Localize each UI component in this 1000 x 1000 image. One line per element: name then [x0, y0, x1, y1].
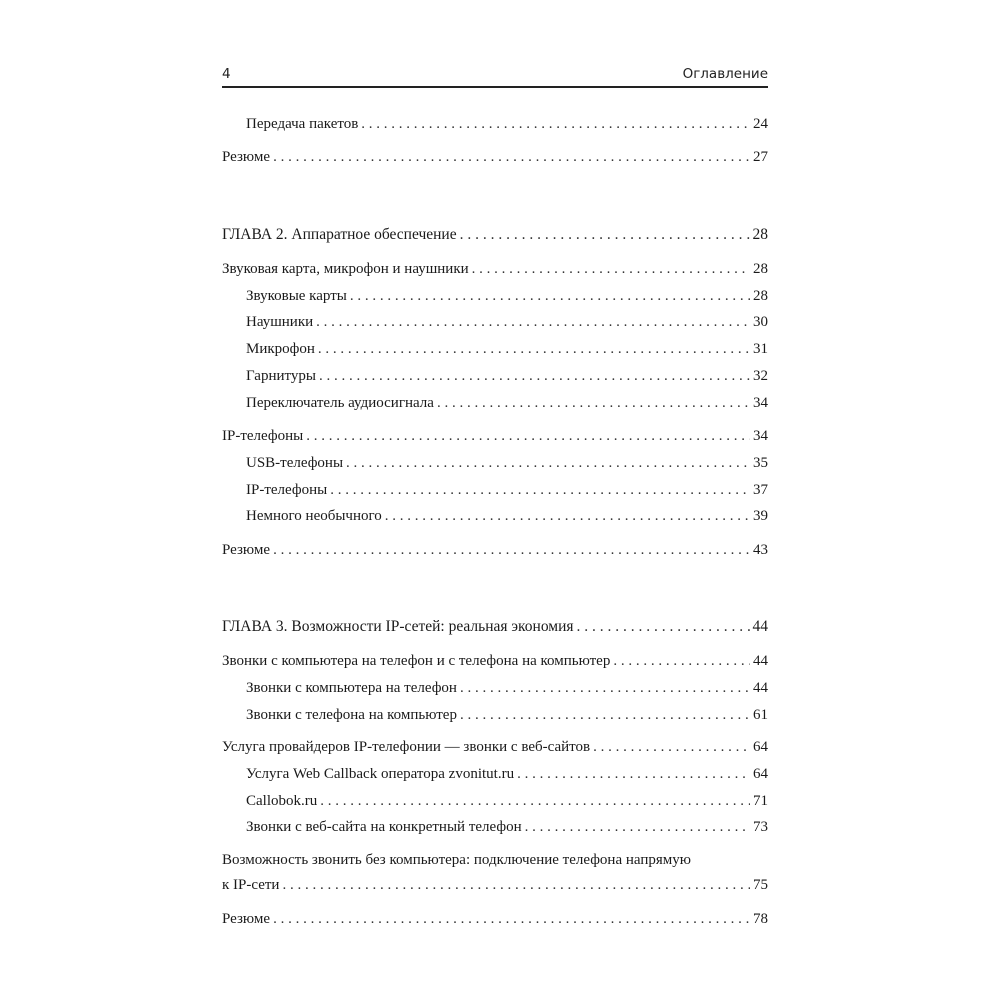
- toc-entry-label-line1[interactable]: Возможность звонить без компьютера: подключение телефона напрямую: [222, 852, 691, 868]
- toc-chapter-entry[interactable]: [222, 617, 768, 637]
- toc-entry[interactable]: [246, 114, 768, 134]
- toc-entry-label: ГЛАВА 2. Аппаратное обеспечение: [222, 226, 457, 243]
- dot-leader: [316, 312, 750, 332]
- toc-entry-page: 43: [753, 542, 768, 558]
- toc-entry[interactable]: [222, 147, 768, 167]
- toc-entry-label: ГЛАВА 3. Возможности IP-сетей: реальная экономия: [222, 618, 574, 635]
- dot-leader: [318, 339, 750, 359]
- dot-leader: [273, 147, 750, 167]
- toc-entry-page: 28: [753, 261, 768, 277]
- toc-entry[interactable]: [222, 651, 768, 671]
- toc-entry-label: IP-телефоны: [222, 428, 304, 444]
- running-header: [222, 64, 768, 86]
- toc-entry-page: 75: [753, 877, 768, 893]
- dot-leader: [517, 764, 750, 784]
- dot-leader: [306, 426, 750, 446]
- toc-entry-label: Callobok.ru: [246, 793, 318, 809]
- toc-entry-page: 34: [753, 428, 768, 444]
- toc-entry[interactable]: [246, 312, 768, 332]
- toc-entry-label: Звонки с компьютера на телефон и с телефона на компьютер: [222, 653, 611, 669]
- toc-entry-label: Резюме: [222, 911, 271, 927]
- toc-entry-page: 32: [753, 368, 768, 384]
- toc-entry[interactable]: [246, 791, 768, 811]
- dot-leader: [525, 817, 750, 837]
- toc-entry-label: Звуковые карты: [246, 288, 347, 304]
- dot-leader: [350, 286, 750, 306]
- toc-entry-label: Передача пакетов: [246, 116, 359, 132]
- dot-leader: [273, 909, 750, 929]
- toc-entry-page: 71: [753, 793, 768, 809]
- dot-leader: [460, 678, 750, 698]
- dot-leader: [330, 480, 750, 500]
- toc-entry-page: 37: [753, 482, 768, 498]
- dot-leader: [273, 540, 750, 560]
- dot-leader: [282, 875, 750, 895]
- dot-leader: [346, 453, 750, 473]
- toc-entry-label: Звонки с веб-сайта на конкретный телефон: [246, 819, 522, 835]
- toc-entry-label: Микрофон: [246, 341, 315, 357]
- toc-entry-label: Резюме: [222, 149, 271, 165]
- toc-entry[interactable]: [222, 909, 768, 929]
- toc-entry[interactable]: [246, 705, 768, 725]
- dot-leader: [361, 114, 750, 134]
- toc-entry-label: Переключатель аудиосигнала: [246, 395, 434, 411]
- toc-entry[interactable]: [222, 737, 768, 757]
- toc-entry-page: 78: [753, 911, 768, 927]
- toc-entry-label: Гарнитуры: [246, 368, 316, 384]
- toc-entry[interactable]: [246, 764, 768, 784]
- toc-entry-page: 64: [753, 766, 768, 782]
- toc-entry-page: 39: [753, 508, 768, 524]
- toc-entry-page: 35: [753, 455, 768, 471]
- toc-entry-page: 30: [753, 314, 768, 330]
- running-section-title: Оглавление: [682, 66, 768, 82]
- toc-entry-page: 44: [753, 680, 768, 696]
- toc-entry-label: к IP-сети: [222, 877, 280, 893]
- toc-entry-label: Звонки с телефона на компьютер: [246, 707, 457, 723]
- toc-page: [222, 0, 768, 1000]
- toc-entry[interactable]: [246, 678, 768, 698]
- toc-entry[interactable]: [246, 286, 768, 306]
- toc-entry-page: 28: [753, 288, 768, 304]
- dot-leader: [460, 225, 750, 245]
- dot-leader: [385, 506, 750, 526]
- toc-entry-label: Наушники: [246, 314, 314, 330]
- dot-leader: [460, 705, 750, 725]
- toc-entry-page: 44: [752, 618, 768, 635]
- toc-entry[interactable]: [246, 817, 768, 837]
- toc-entry-page: 61: [753, 707, 768, 723]
- toc-entry-label: Звуковая карта, микрофон и наушники: [222, 261, 469, 277]
- toc-entry-page: 27: [753, 149, 768, 165]
- toc-entry-label: Резюме: [222, 542, 271, 558]
- dot-leader: [613, 651, 750, 671]
- dot-leader: [577, 617, 750, 637]
- toc-entry-page: 73: [753, 819, 768, 835]
- toc-entry[interactable]: [222, 259, 768, 279]
- toc-entry[interactable]: [246, 480, 768, 500]
- toc-entry[interactable]: [246, 506, 768, 526]
- toc-entry[interactable]: [222, 540, 768, 560]
- toc-chapter-entry[interactable]: [222, 225, 768, 245]
- toc-entry-label: Услуга Web Callback оператора zvonitut.ru: [246, 766, 515, 782]
- toc-entry-page: 31: [753, 341, 768, 357]
- toc-entry[interactable]: [246, 366, 768, 386]
- toc-entry-label: Звонки с компьютера на телефон: [246, 680, 457, 696]
- toc-entry[interactable]: [246, 339, 768, 359]
- toc-entry-label: Немного необычного: [246, 508, 382, 524]
- dot-leader: [472, 259, 750, 279]
- dot-leader: [319, 366, 750, 386]
- toc-entry-page: 24: [753, 116, 768, 132]
- toc-entry-label: USB-телефоны: [246, 455, 344, 471]
- toc-entry-page: 28: [752, 226, 768, 243]
- toc-entry-label: Услуга провайдеров IP-телефонии — звонки с веб-сайтов: [222, 739, 591, 755]
- toc-entry-page: 64: [753, 739, 768, 755]
- toc-entry[interactable]: [246, 453, 768, 473]
- dot-leader: [320, 791, 750, 811]
- toc-entry-label: IP-телефоны: [246, 482, 328, 498]
- toc-entry[interactable]: [222, 426, 768, 446]
- dot-leader: [437, 393, 750, 413]
- dot-leader: [593, 737, 750, 757]
- page-number: 4: [222, 66, 231, 82]
- toc-entry[interactable]: [246, 393, 768, 413]
- toc-entry-page: 44: [753, 653, 768, 669]
- toc-entry[interactable]: [222, 875, 768, 895]
- toc-entry-page: 34: [753, 395, 768, 411]
- header-rule: [222, 86, 768, 88]
